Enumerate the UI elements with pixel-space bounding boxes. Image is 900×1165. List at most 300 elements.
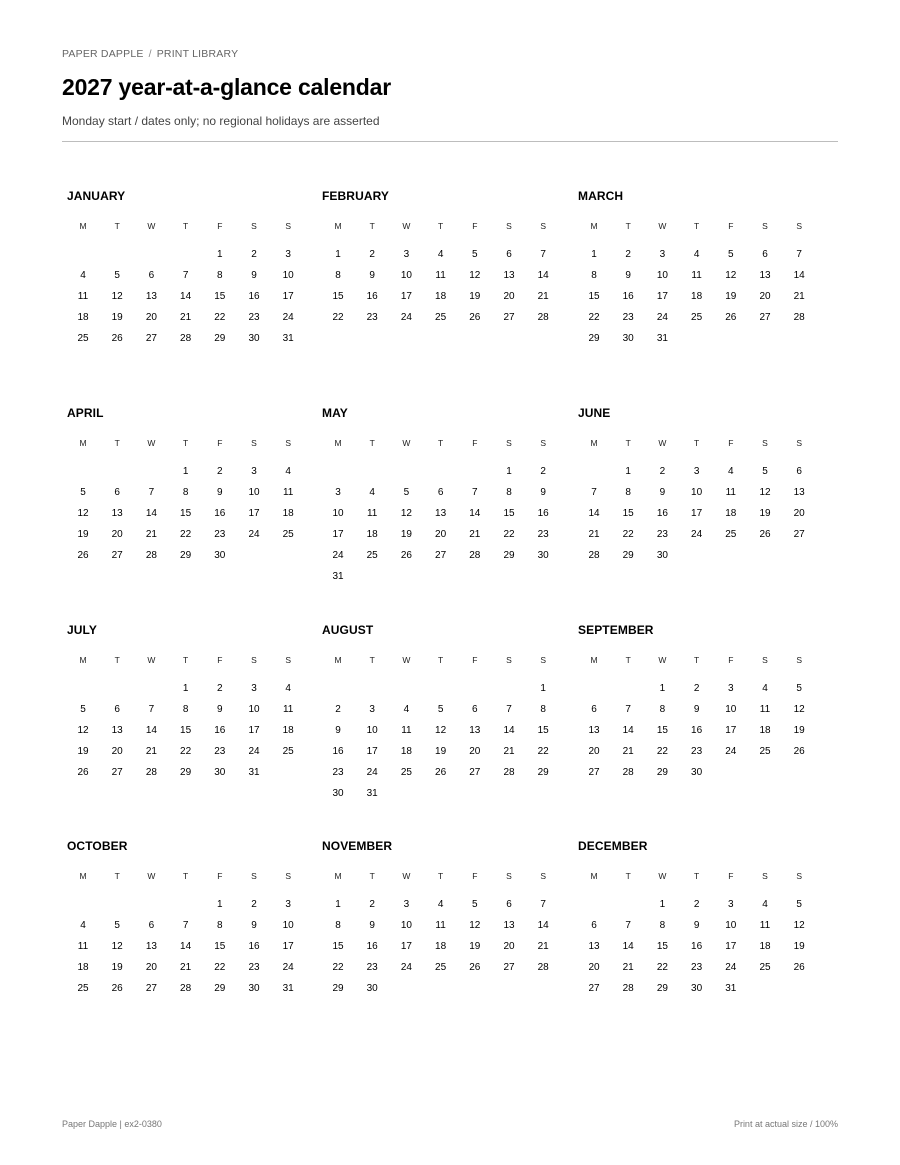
date-cell: 24 xyxy=(366,766,378,778)
weekday-label: W xyxy=(658,871,667,881)
date-cell: 29 xyxy=(656,766,668,778)
date-cell: 15 xyxy=(656,724,668,736)
date-cell: 27 xyxy=(759,311,771,323)
page-subtitle: Monday start / dates only; no regional holidays are asserted xyxy=(62,114,380,128)
weekday-label: T xyxy=(182,438,189,448)
date-cell: 9 xyxy=(693,919,700,931)
weekday-label: S xyxy=(506,655,512,665)
date-cell: 13 xyxy=(435,507,447,519)
date-cell: 17 xyxy=(248,507,260,519)
date-cell: 23 xyxy=(691,961,703,973)
month-name: AUGUST xyxy=(322,623,374,637)
date-cell: 26 xyxy=(469,311,481,323)
date-cell: 25 xyxy=(691,311,703,323)
weekday-label: S xyxy=(251,221,257,231)
date-cell: 5 xyxy=(796,899,802,910)
date-cell: 3 xyxy=(369,703,375,715)
month-name: APRIL xyxy=(67,406,104,420)
date-cell: 22 xyxy=(214,311,226,323)
date-cell: 3 xyxy=(728,683,734,694)
date-cell: 22 xyxy=(503,528,515,540)
date-cell: 30 xyxy=(248,332,260,344)
date-cell: 27 xyxy=(469,766,481,778)
date-cell: 25 xyxy=(759,961,771,973)
date-cell: 27 xyxy=(588,766,600,778)
date-cell: 1 xyxy=(217,249,223,260)
date-cell: 27 xyxy=(435,549,447,561)
date-cell: 12 xyxy=(77,507,89,519)
date-cell: 7 xyxy=(182,919,189,931)
weekday-label: T xyxy=(693,221,700,231)
date-cell: 10 xyxy=(332,507,344,519)
date-cell: 30 xyxy=(691,766,703,778)
date-cell: 30 xyxy=(214,766,226,778)
date-cell: 5 xyxy=(80,486,86,498)
date-cell: 11 xyxy=(435,919,446,931)
date-cell: 21 xyxy=(469,528,481,540)
weekday-label: F xyxy=(472,221,478,231)
date-cell: 16 xyxy=(214,507,226,519)
date-cell: 22 xyxy=(180,528,192,540)
date-cell: 16 xyxy=(248,290,260,302)
weekday-label: S xyxy=(762,221,768,231)
month-name: OCTOBER xyxy=(67,839,128,853)
date-cell: 13 xyxy=(759,269,771,281)
date-cell: 14 xyxy=(180,290,192,302)
date-cell: 26 xyxy=(759,528,771,540)
date-cell: 26 xyxy=(469,961,481,973)
date-cell: 2 xyxy=(217,466,223,477)
weekday-label: S xyxy=(285,221,292,231)
weekday-label: M xyxy=(334,655,342,665)
date-cell: 18 xyxy=(77,961,89,973)
date-cell: 26 xyxy=(725,311,737,323)
date-cell: 6 xyxy=(591,919,597,931)
date-cell: 23 xyxy=(214,528,226,540)
date-cell: 22 xyxy=(537,745,549,757)
date-cell: 17 xyxy=(656,290,668,302)
date-cell: 27 xyxy=(111,549,123,561)
date-cell: 22 xyxy=(180,745,192,757)
date-cell: 9 xyxy=(251,269,257,281)
date-cell: 5 xyxy=(437,703,444,715)
date-cell: 14 xyxy=(622,940,634,952)
date-cell: 3 xyxy=(285,899,291,910)
date-cell: 25 xyxy=(725,528,737,540)
date-cell: 19 xyxy=(759,507,771,519)
date-cell: 7 xyxy=(148,486,155,498)
weekday-label: S xyxy=(796,438,803,448)
date-cell: 5 xyxy=(472,249,478,260)
date-cell: 30 xyxy=(622,332,634,344)
weekday-label: F xyxy=(472,655,478,665)
breadcrumb-brand: PAPER DAPPLE xyxy=(62,48,144,60)
date-cell: 18 xyxy=(282,507,294,519)
date-cell: 8 xyxy=(591,269,597,281)
month-name: DECEMBER xyxy=(578,839,648,853)
date-cell: 21 xyxy=(180,961,192,973)
date-cell: 11 xyxy=(282,486,294,498)
date-cell: 23 xyxy=(214,745,226,757)
date-cell: 17 xyxy=(725,940,737,952)
weekday-label: S xyxy=(540,655,547,665)
weekday-label: S xyxy=(251,655,257,665)
date-cell: 21 xyxy=(537,940,549,952)
date-cell: 25 xyxy=(77,982,89,994)
date-cell: 15 xyxy=(214,290,226,302)
date-cell: 24 xyxy=(725,961,737,973)
date-cell: 18 xyxy=(725,507,737,519)
date-cell: 14 xyxy=(145,724,157,736)
date-cell: 23 xyxy=(656,528,668,540)
date-cell: 27 xyxy=(503,311,515,323)
date-cell: 19 xyxy=(793,724,805,736)
date-cell: 25 xyxy=(435,961,447,973)
date-cell: 19 xyxy=(793,940,805,952)
date-cell: 6 xyxy=(148,269,155,281)
date-cell: 31 xyxy=(656,332,668,344)
breadcrumb xyxy=(62,48,238,60)
date-cell: 10 xyxy=(366,724,378,736)
date-cell: 7 xyxy=(625,703,631,715)
date-cell: 12 xyxy=(469,919,481,931)
date-cell: 6 xyxy=(114,703,120,715)
date-cell: 28 xyxy=(469,549,481,561)
date-cell: 14 xyxy=(622,724,634,736)
date-cell: 24 xyxy=(725,745,737,757)
date-cell: 6 xyxy=(114,486,120,498)
date-cell: 10 xyxy=(691,486,703,498)
weekday-label: T xyxy=(693,655,700,665)
date-cell: 16 xyxy=(622,290,634,302)
date-cell: 25 xyxy=(400,766,412,778)
weekday-label: T xyxy=(693,438,700,448)
date-cell: 20 xyxy=(111,745,123,757)
weekday-label: F xyxy=(728,221,734,231)
date-cell: 16 xyxy=(248,940,260,952)
date-cell: 5 xyxy=(472,899,478,910)
page-title: 2027 year-at-a-glance calendar xyxy=(62,74,391,100)
date-cell: 27 xyxy=(145,332,157,344)
date-cell: 8 xyxy=(540,703,546,715)
date-cell: 14 xyxy=(537,919,549,931)
date-cell: 10 xyxy=(248,703,260,715)
date-cell: 23 xyxy=(691,745,703,757)
date-cell: 25 xyxy=(77,332,89,344)
date-cell: 8 xyxy=(335,269,341,281)
date-cell: 1 xyxy=(659,899,666,910)
date-cell: 23 xyxy=(366,961,378,973)
month-name: MAY xyxy=(322,406,348,420)
weekday-label: S xyxy=(796,655,803,665)
weekday-label: W xyxy=(147,871,156,881)
weekday-label: M xyxy=(334,438,342,448)
date-cell: 16 xyxy=(214,724,226,736)
weekday-label: F xyxy=(217,438,223,448)
date-cell: 30 xyxy=(691,982,703,994)
date-cell: 5 xyxy=(114,919,120,931)
date-cell: 13 xyxy=(588,940,600,952)
date-cell: 25 xyxy=(435,311,447,323)
weekday-label: W xyxy=(402,438,411,448)
weekday-label: M xyxy=(590,438,598,448)
date-cell: 19 xyxy=(111,311,123,323)
date-cell: 21 xyxy=(622,745,634,757)
date-cell: 20 xyxy=(469,745,481,757)
date-cell: 22 xyxy=(214,961,226,973)
weekday-label: T xyxy=(369,655,375,665)
date-cell: 16 xyxy=(691,940,703,952)
date-cell: 4 xyxy=(369,486,375,498)
weekday-label: W xyxy=(658,655,667,665)
date-cell: 2 xyxy=(625,249,631,260)
date-cell: 24 xyxy=(248,745,260,757)
date-cell: 24 xyxy=(400,961,412,973)
date-cell: 20 xyxy=(588,961,600,973)
date-cell: 16 xyxy=(691,724,703,736)
date-cell: 12 xyxy=(111,290,123,302)
date-cell: 12 xyxy=(793,919,805,931)
date-cell: 28 xyxy=(622,982,634,994)
date-cell: 1 xyxy=(659,683,666,694)
weekday-label: S xyxy=(540,871,547,881)
date-cell: 3 xyxy=(693,466,700,477)
date-cell: 4 xyxy=(285,466,291,477)
date-cell: 29 xyxy=(656,982,668,994)
weekday-label: S xyxy=(762,438,768,448)
date-cell: 5 xyxy=(80,703,86,715)
date-cell: 26 xyxy=(793,961,805,973)
date-cell: 21 xyxy=(588,528,600,540)
date-cell: 6 xyxy=(437,486,444,498)
date-cell: 21 xyxy=(145,528,157,540)
date-cell: 26 xyxy=(793,745,805,757)
month-name: NOVEMBER xyxy=(322,839,393,853)
date-cell: 8 xyxy=(506,486,512,498)
date-cell: 17 xyxy=(332,528,344,540)
date-cell: 2 xyxy=(217,683,223,694)
date-cell: 18 xyxy=(435,940,447,952)
date-cell: 13 xyxy=(503,919,515,931)
date-cell: 20 xyxy=(759,290,771,302)
date-cell: 29 xyxy=(214,332,226,344)
weekday-label: S xyxy=(762,871,768,881)
date-cell: 27 xyxy=(793,528,805,540)
date-cell: 12 xyxy=(793,703,805,715)
date-cell: 14 xyxy=(588,507,600,519)
date-cell: 23 xyxy=(248,961,260,973)
date-cell: 12 xyxy=(759,486,771,498)
date-cell: 24 xyxy=(400,311,412,323)
date-cell: 10 xyxy=(282,269,294,281)
date-cell: 18 xyxy=(759,724,771,736)
weekday-label: T xyxy=(625,871,631,881)
date-cell: 30 xyxy=(537,549,549,561)
date-cell: 2 xyxy=(659,466,666,477)
weekday-label: F xyxy=(217,221,223,231)
date-cell: 1 xyxy=(591,249,597,260)
date-cell: 10 xyxy=(725,703,737,715)
date-cell: 9 xyxy=(251,919,257,931)
date-cell: 15 xyxy=(180,507,192,519)
date-cell: 7 xyxy=(148,703,155,715)
date-cell: 3 xyxy=(251,466,257,477)
date-cell: 2 xyxy=(251,899,257,910)
date-cell: 18 xyxy=(759,940,771,952)
date-cell: 1 xyxy=(217,899,223,910)
weekday-label: S xyxy=(251,871,257,881)
date-cell: 7 xyxy=(472,486,478,498)
date-cell: 13 xyxy=(793,486,805,498)
date-cell: 15 xyxy=(180,724,192,736)
date-cell: 15 xyxy=(332,940,344,952)
date-cell: 24 xyxy=(248,528,260,540)
date-cell: 20 xyxy=(588,745,600,757)
weekday-label: M xyxy=(590,871,598,881)
date-cell: 16 xyxy=(366,290,378,302)
date-cell: 13 xyxy=(111,507,123,519)
date-cell: 2 xyxy=(369,249,375,260)
date-cell: 4 xyxy=(80,269,86,281)
date-cell: 9 xyxy=(217,486,223,498)
date-cell: 15 xyxy=(332,290,344,302)
date-cell: 18 xyxy=(282,724,294,736)
date-cell: 20 xyxy=(145,311,157,323)
date-cell: 22 xyxy=(656,961,668,973)
weekday-label: T xyxy=(437,221,444,231)
weekday-label: S xyxy=(796,221,803,231)
date-cell: 29 xyxy=(622,549,634,561)
date-cell: 11 xyxy=(691,269,702,281)
month-name: MARCH xyxy=(578,189,624,203)
date-cell: 23 xyxy=(366,311,378,323)
date-cell: 15 xyxy=(588,290,600,302)
date-cell: 8 xyxy=(625,486,631,498)
date-cell: 1 xyxy=(182,466,189,477)
weekday-label: T xyxy=(437,871,444,881)
date-cell: 3 xyxy=(335,486,341,498)
date-cell: 16 xyxy=(366,940,378,952)
date-cell: 14 xyxy=(793,269,805,281)
date-cell: 26 xyxy=(111,982,123,994)
date-cell: 4 xyxy=(762,683,768,694)
date-cell: 6 xyxy=(506,899,512,910)
date-cell: 28 xyxy=(180,332,192,344)
weekday-label: W xyxy=(658,438,667,448)
date-cell: 24 xyxy=(332,549,344,561)
date-cell: 17 xyxy=(725,724,737,736)
weekday-label: W xyxy=(147,655,156,665)
month-name: JANUARY xyxy=(67,189,126,203)
date-cell: 11 xyxy=(401,724,412,736)
date-cell: 6 xyxy=(148,919,155,931)
date-cell: 9 xyxy=(335,724,341,736)
date-cell: 26 xyxy=(77,766,89,778)
date-cell: 5 xyxy=(728,249,734,260)
date-cell: 9 xyxy=(217,703,223,715)
date-cell: 11 xyxy=(77,290,89,302)
date-cell: 10 xyxy=(400,269,412,281)
date-cell: 21 xyxy=(145,745,157,757)
date-cell: 19 xyxy=(77,528,89,540)
date-cell: 11 xyxy=(759,919,771,931)
weekday-label: T xyxy=(114,871,120,881)
weekday-label: T xyxy=(437,655,444,665)
weekday-label: W xyxy=(402,655,411,665)
date-cell: 16 xyxy=(332,745,344,757)
date-cell: 18 xyxy=(366,528,378,540)
date-cell: 18 xyxy=(435,290,447,302)
weekday-label: T xyxy=(369,438,375,448)
weekday-label: T xyxy=(369,221,375,231)
date-cell: 21 xyxy=(537,290,549,302)
date-cell: 3 xyxy=(403,249,410,260)
date-cell: 4 xyxy=(728,466,734,477)
date-cell: 23 xyxy=(248,311,260,323)
date-cell: 19 xyxy=(435,745,447,757)
date-cell: 9 xyxy=(540,486,546,498)
date-cell: 9 xyxy=(625,269,631,281)
date-cell: 14 xyxy=(537,269,549,281)
date-cell: 5 xyxy=(796,683,802,694)
date-cell: 10 xyxy=(725,919,737,931)
weekday-label: S xyxy=(285,655,292,665)
date-cell: 17 xyxy=(282,940,294,952)
weekday-label: W xyxy=(402,221,411,231)
date-cell: 27 xyxy=(503,961,515,973)
date-cell: 26 xyxy=(77,549,89,561)
date-cell: 27 xyxy=(111,766,123,778)
weekday-label: W xyxy=(147,438,156,448)
date-cell: 28 xyxy=(622,766,634,778)
date-cell: 5 xyxy=(762,466,768,477)
date-cell: 4 xyxy=(285,683,291,694)
date-cell: 15 xyxy=(656,940,668,952)
date-cell: 6 xyxy=(506,249,512,260)
date-cell: 16 xyxy=(537,507,549,519)
date-cell: 28 xyxy=(588,549,600,561)
date-cell: 29 xyxy=(503,549,515,561)
date-cell: 15 xyxy=(503,507,515,519)
date-cell: 6 xyxy=(762,249,768,260)
weekday-label: W xyxy=(402,871,411,881)
date-cell: 24 xyxy=(282,311,294,323)
weekday-label: S xyxy=(285,438,292,448)
date-cell: 8 xyxy=(659,919,666,931)
date-cell: 18 xyxy=(400,745,412,757)
date-cell: 31 xyxy=(332,570,344,582)
date-cell: 2 xyxy=(335,703,341,715)
date-cell: 3 xyxy=(403,899,410,910)
date-cell: 1 xyxy=(335,249,341,260)
date-cell: 1 xyxy=(335,899,341,910)
weekday-label: S xyxy=(506,221,512,231)
date-cell: 1 xyxy=(506,466,512,477)
weekday-label: F xyxy=(728,655,734,665)
date-cell: 31 xyxy=(725,982,737,994)
month-name: SEPTEMBER xyxy=(578,623,654,637)
date-cell: 3 xyxy=(659,249,666,260)
weekday-label: T xyxy=(182,655,189,665)
date-cell: 11 xyxy=(366,507,378,519)
weekday-label: F xyxy=(728,438,734,448)
date-cell: 19 xyxy=(469,940,481,952)
month-name: JUNE xyxy=(578,406,611,420)
date-cell: 22 xyxy=(332,311,344,323)
weekday-label: F xyxy=(217,871,223,881)
date-cell: 2 xyxy=(540,466,546,477)
date-cell: 24 xyxy=(691,528,703,540)
